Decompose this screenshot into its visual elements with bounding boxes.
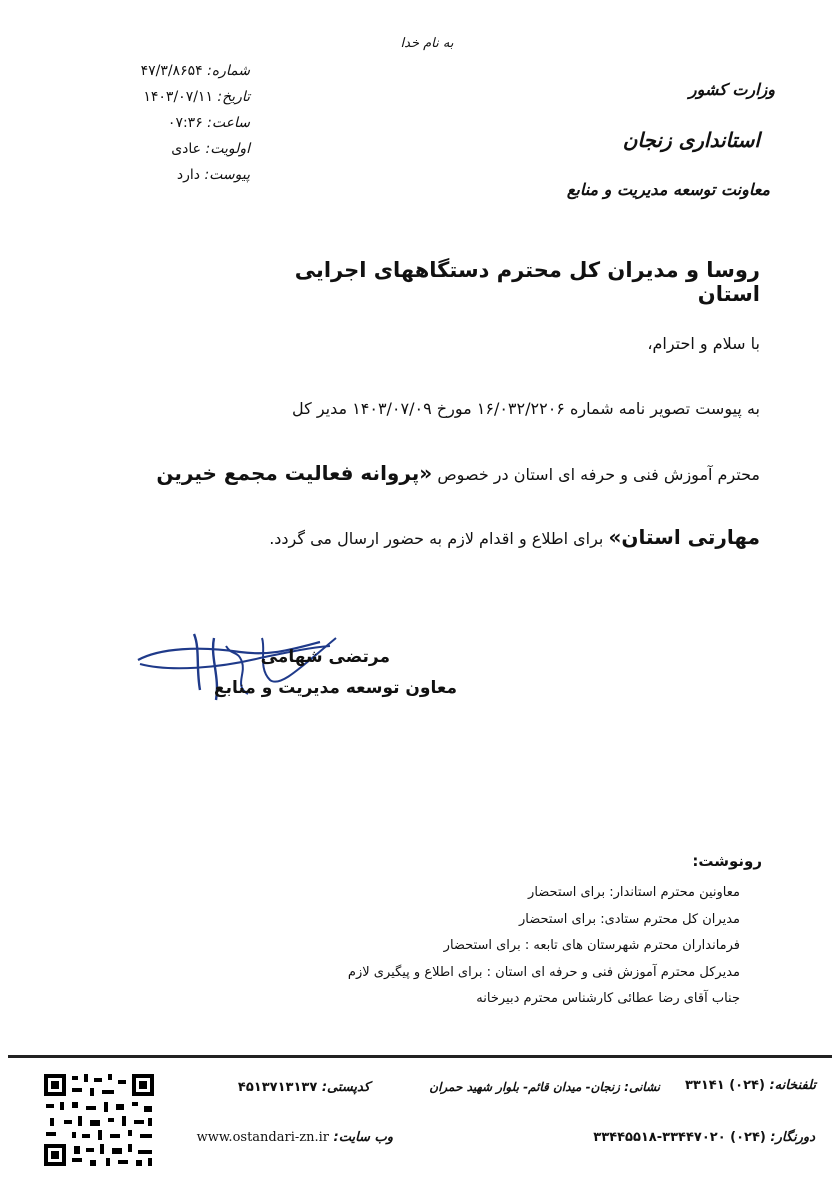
body-line-2-text: محترم آموزش فنی و حرفه ای استان در خصوص <box>437 465 760 484</box>
body-line-3-emphasis: مهارتی استان» <box>608 525 760 549</box>
list-item: مدیرکل محترم آموزش فنی و حرفه ای استان : برای اطلاع و پیگیری لازم <box>347 964 740 980</box>
letter-number <box>110 58 250 84</box>
footer-fax-label: دورنگار: <box>770 1130 815 1145</box>
letter-attachment <box>110 162 250 188</box>
footer-fax <box>540 1130 815 1145</box>
body-line-3 <box>75 526 760 550</box>
list-item: مدیران کل محترم ستادی: برای استحضار <box>519 911 740 927</box>
body-line-2-emphasis: «پروانه فعالیت مجمع خیرین <box>156 461 433 485</box>
footer-phone-value: (۰۲۴) ۳۳۱۴۱ <box>684 1078 765 1093</box>
footer-postal-value: ۴۵۱۳۷۱۳۱۳۷ <box>237 1080 318 1095</box>
body-line-3-text: برای اطلاع و اقدام لازم به حضور ارسال می گردد. <box>269 529 604 548</box>
letter-priority-value: عادی <box>171 141 202 157</box>
letter-attachment-label: پیوست: <box>204 167 250 183</box>
addressee: روسا و مدیران کل محترم دستگاههای اجرایی استان <box>294 258 760 306</box>
footer-website <box>195 1130 393 1145</box>
letter-number-label: شماره: <box>207 63 250 79</box>
footer-address-label: نشانی: <box>624 1080 660 1094</box>
letter-number-value: ۴۷/۳/۸۶۵۴ <box>140 63 203 79</box>
letter-date-value: ۱۴۰۳/۰۷/۱۱ <box>143 89 213 105</box>
letter-meta <box>110 58 250 188</box>
footer-phone-label: تلفنخانه: <box>769 1078 816 1093</box>
letter-attachment-value: دارد <box>176 167 200 183</box>
list-item: جناب آقای رضا عطائی کارشناس محترم دبیرخانه <box>476 991 740 1006</box>
footer-fax-value: (۰۲۴) ۳۳۴۴۷۰۲۰-۳۳۴۴۵۵۱۸ <box>593 1130 766 1145</box>
ministry-name: وزارت کشور <box>688 80 775 99</box>
footer-website-link[interactable]: www.ostandari-zn.ir <box>196 1130 329 1145</box>
letter-date <box>110 84 250 110</box>
list-item: فرمانداران محترم شهرستان های تابعه : برای استحضار <box>443 938 740 953</box>
footer-address-value: زنجان- میدان قائم- بلوار شهید حمران <box>429 1080 620 1094</box>
letter-priority-label: اولویت: <box>205 141 250 157</box>
letter-time-label: ساعت: <box>207 115 250 131</box>
footer-postal-code <box>195 1080 370 1095</box>
footer-address <box>390 1080 660 1094</box>
footer-postal-label: کدپستی: <box>321 1080 370 1095</box>
signer-name: مرتضی شهامی <box>260 647 390 667</box>
qr-code-icon <box>42 1072 156 1168</box>
greeting: با سلام و احترام، <box>647 334 760 353</box>
list-item: معاونین محترم استاندار: برای استحضار <box>528 885 740 900</box>
letter-time-value: ۰۷:۳۶ <box>167 115 203 131</box>
basmala: به نام خدا <box>400 36 454 51</box>
body-line-2 <box>75 462 760 486</box>
copies-title: رونوشت: <box>692 852 762 870</box>
letter-time <box>110 110 250 136</box>
letter-date-label: تاریخ: <box>217 89 250 105</box>
footer-website-label: وب سایت: <box>333 1130 393 1145</box>
signer-title: معاون توسعه مدیریت و منابع <box>213 678 457 698</box>
body-line-1-text: به پیوست تصویر نامه شماره ۱۶/۰۳۲/۲۲۰۶ مورخ ۱۴۰۳/۰۷/۰۹ مدیر کل <box>292 399 760 418</box>
body-line-1 <box>75 398 760 420</box>
footer-phone <box>668 1078 816 1093</box>
footer-divider <box>8 1055 832 1058</box>
governorate-name: استانداری زنجان <box>622 128 760 152</box>
letter-priority <box>110 136 250 162</box>
deputy-office-name: معاونت توسعه مدیریت و منابع <box>566 180 770 199</box>
copies-list <box>330 880 740 1013</box>
